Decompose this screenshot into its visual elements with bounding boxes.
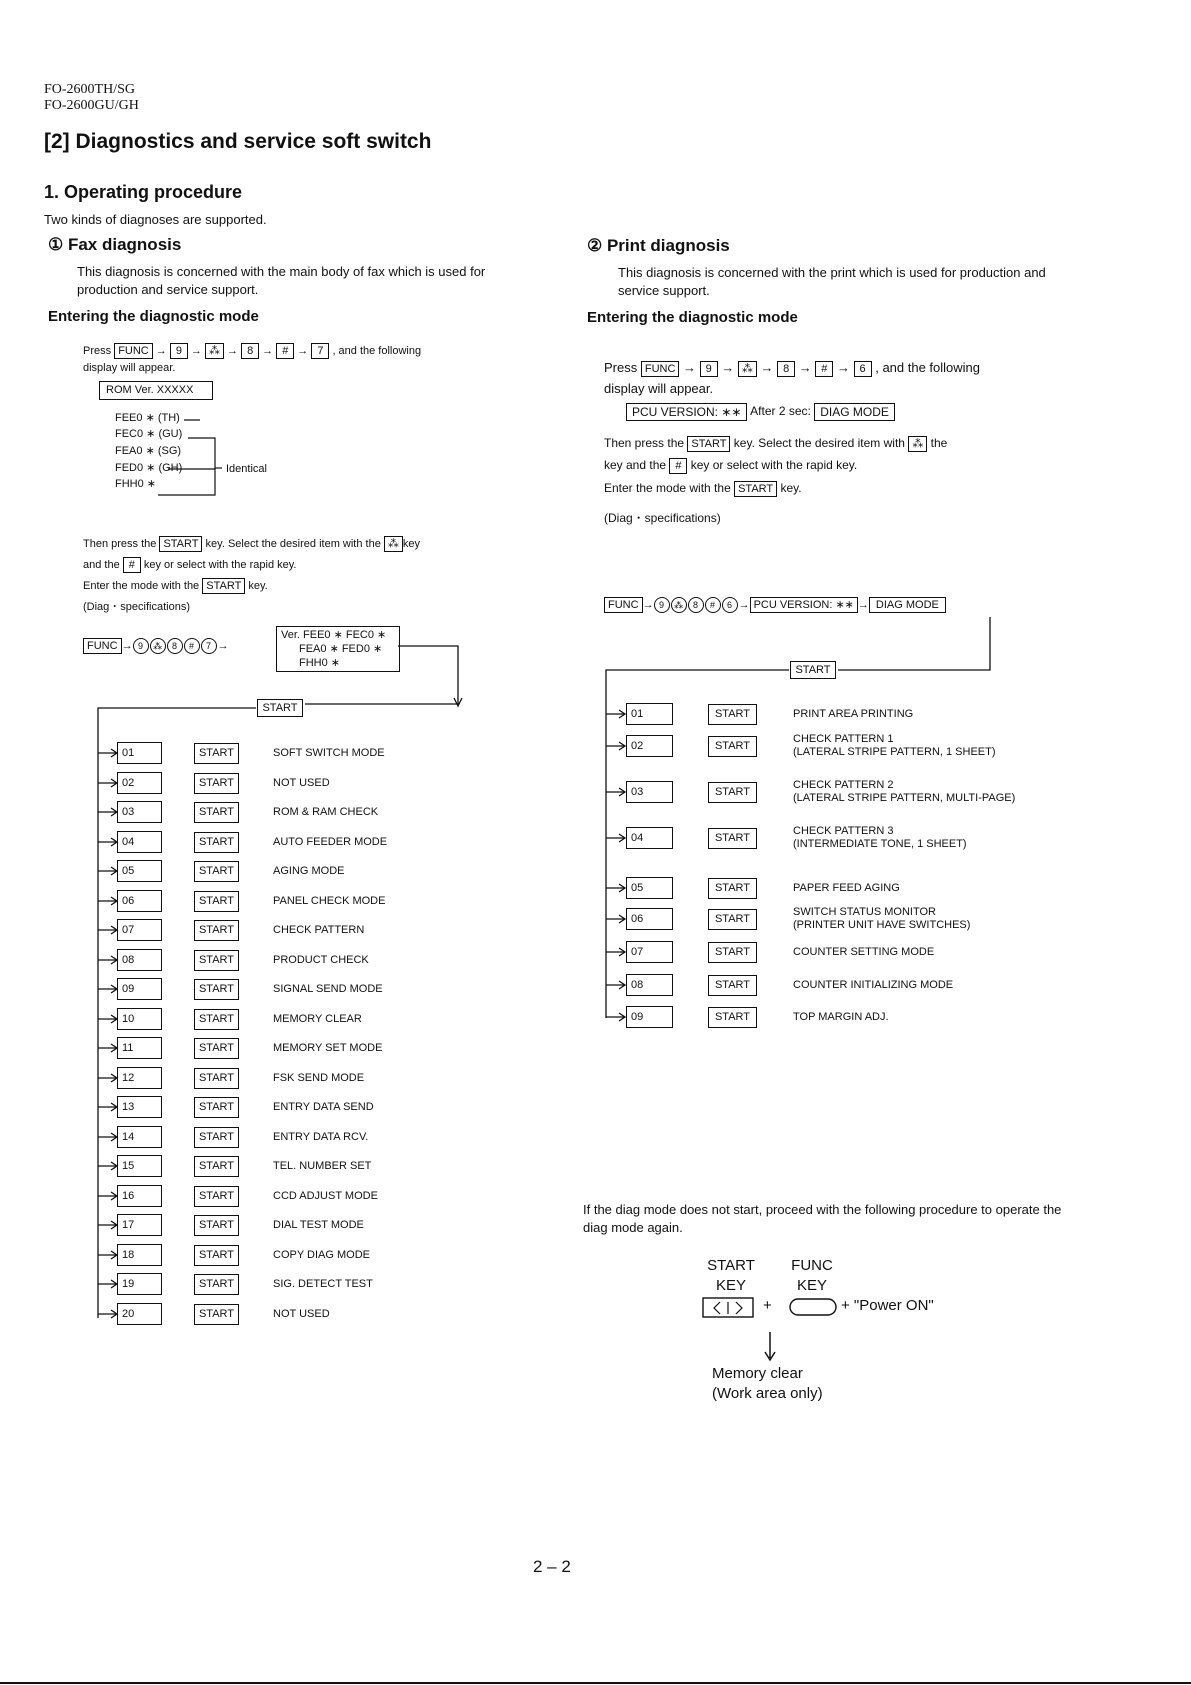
print-diagnosis-heading: ② Print diagnosis bbox=[587, 236, 730, 255]
item-start-box: START bbox=[194, 1215, 239, 1236]
item-number-box: 11 bbox=[117, 1037, 162, 1059]
power-on-text: + "Power ON" bbox=[841, 1297, 934, 1314]
subsection-title: 1. Operating procedure bbox=[44, 182, 243, 202]
item-label: SWITCH STATUS MONITOR bbox=[793, 906, 936, 918]
and-the-text: and the bbox=[83, 558, 120, 571]
branch-arrow bbox=[0, 890, 1, 891]
key-8: 8 bbox=[241, 343, 259, 359]
item-number-box: 05 bbox=[117, 860, 162, 882]
item-number-box: 17 bbox=[117, 1214, 162, 1236]
key-dot-text: key. bbox=[248, 579, 268, 592]
memory-clear-text: Memory clear bbox=[712, 1365, 803, 1382]
fax-item-row bbox=[0, 1185, 378, 1202]
item-start-box: START bbox=[194, 1304, 239, 1325]
fax-item-row bbox=[0, 860, 345, 877]
branch-arrow bbox=[0, 1244, 1, 1245]
branch-arrow bbox=[0, 919, 1, 920]
fax-and-the-line bbox=[83, 557, 296, 573]
key-6: 6 bbox=[854, 361, 872, 377]
fax-enter-mode-line bbox=[83, 578, 268, 594]
item-start-box: START bbox=[708, 975, 757, 996]
print-diag-spec: (Diag・specifications) bbox=[604, 511, 721, 525]
hash-key: # bbox=[669, 458, 687, 474]
item-label: NOT USED bbox=[273, 1307, 330, 1320]
identical-label: Identical bbox=[226, 463, 267, 475]
hash-key: # bbox=[276, 343, 294, 359]
item-label: CHECK PATTERN 1 bbox=[793, 733, 894, 745]
footer-rule bbox=[0, 1682, 1191, 1684]
fax-item-row bbox=[0, 772, 330, 789]
item-number-box: 14 bbox=[117, 1126, 162, 1148]
then-press-text: Then press the bbox=[83, 537, 157, 550]
star-key: ⁂ bbox=[384, 536, 403, 552]
branch-arrow bbox=[0, 1096, 1, 1097]
item-start-box: START bbox=[194, 1274, 239, 1295]
version-th: FEE0 ∗ (TH) bbox=[115, 412, 180, 424]
branch-arrow bbox=[0, 1008, 1, 1009]
item-label: AGING MODE bbox=[273, 865, 345, 877]
rom-version-box: ROM Ver. XXXXX bbox=[99, 381, 213, 400]
item-start-box: START bbox=[708, 828, 757, 849]
func-key: FUNC bbox=[83, 638, 122, 654]
func-key: FUNC bbox=[604, 597, 643, 613]
fax-item-row bbox=[0, 1155, 372, 1172]
fax-item-row bbox=[0, 978, 383, 995]
branch-arrow bbox=[0, 1185, 1, 1186]
item-label: COUNTER SETTING MODE bbox=[793, 946, 935, 958]
item-label: TEL. NUMBER SET bbox=[273, 1160, 372, 1172]
item-label: SOFT SWITCH MODE bbox=[273, 747, 385, 759]
branch-arrow bbox=[0, 1126, 1, 1127]
item-start-box: START bbox=[194, 832, 239, 853]
item-start-box: START bbox=[194, 891, 239, 912]
circle-9: 9 bbox=[654, 597, 670, 613]
start-key-label: START KEY bbox=[707, 1257, 755, 1294]
ver-box-line-2: FEA0 ∗ FED0 ∗ bbox=[299, 643, 383, 655]
start-key: START bbox=[202, 578, 245, 594]
item-label: CHECK PATTERN 2 bbox=[793, 779, 894, 791]
item-start-box: START bbox=[194, 1156, 239, 1177]
branch-arrow bbox=[0, 860, 1, 861]
item-label: ROM & RAM CHECK bbox=[273, 806, 379, 818]
item-start-box: START bbox=[194, 1186, 239, 1207]
branch-arrow bbox=[0, 703, 1, 704]
after-2-sec: After 2 sec: bbox=[750, 404, 811, 419]
print-description: This diagnosis is concerned with the print which is used for production and service support. bbox=[618, 265, 1046, 298]
circle-star: ⁂ bbox=[150, 638, 166, 654]
print-flow-start-box: START bbox=[790, 661, 836, 679]
press-label: Press bbox=[604, 360, 638, 375]
branch-arrow bbox=[0, 1155, 1, 1156]
circle-9: 9 bbox=[133, 638, 149, 654]
item-label: DIAL TEST MODE bbox=[273, 1219, 364, 1231]
func-key-icon bbox=[790, 1299, 836, 1315]
item-number-box: 06 bbox=[626, 908, 673, 930]
item-number-box: 06 bbox=[117, 890, 162, 912]
fax-item-row bbox=[0, 1126, 369, 1143]
item-label: PRODUCT CHECK bbox=[273, 953, 369, 966]
star-key: ⁂ bbox=[738, 361, 757, 377]
print-then-press-line bbox=[604, 436, 947, 452]
item-start-box: START bbox=[708, 782, 757, 803]
fax-item-row bbox=[0, 1244, 370, 1261]
fax-flow-start-box: START bbox=[257, 699, 303, 717]
fax-then-press-line bbox=[83, 536, 420, 552]
item-number-box: 03 bbox=[117, 801, 162, 823]
branch-arrow bbox=[0, 1067, 1, 1068]
display-will-appear: display will appear. bbox=[83, 362, 176, 374]
item-label: ENTRY DATA SEND bbox=[273, 1101, 374, 1113]
item-start-box: START bbox=[194, 802, 239, 823]
circle-8: 8 bbox=[688, 597, 704, 613]
item-label: SIGNAL SEND MODE bbox=[273, 983, 383, 995]
fax-item-row bbox=[0, 1096, 374, 1113]
item-label: AUTO FEEDER MODE bbox=[273, 835, 388, 848]
diag-mode-box: DIAG MODE bbox=[814, 403, 895, 421]
branch-arrow bbox=[0, 781, 1, 782]
print-item-row bbox=[0, 703, 914, 720]
diag-mode-box: DIAG MODE bbox=[869, 597, 946, 613]
key-word: key bbox=[402, 537, 421, 550]
star-key: ⁂ bbox=[205, 343, 224, 359]
item-number-box: 07 bbox=[626, 941, 673, 963]
circle-hash: # bbox=[184, 638, 200, 654]
press-suffix: , and the following bbox=[332, 344, 422, 357]
item-number-box: 04 bbox=[626, 827, 673, 849]
fax-item-row bbox=[0, 1037, 383, 1054]
page-number: 2 – 2 bbox=[533, 1557, 571, 1576]
item-start-box: START bbox=[194, 1245, 239, 1266]
branch-arrow bbox=[0, 908, 1, 909]
fax-item-row bbox=[0, 1273, 373, 1290]
item-number-box: 20 bbox=[117, 1303, 162, 1325]
print-key-and-line bbox=[604, 458, 857, 474]
item-start-box: START bbox=[708, 878, 757, 899]
item-number-box: 19 bbox=[117, 1273, 162, 1295]
section-title: [2] Diagnostics and service soft switch bbox=[44, 130, 432, 153]
item-start-box: START bbox=[194, 950, 239, 971]
branch-arrow bbox=[0, 735, 1, 736]
enter-mode-text: Enter the mode with the bbox=[604, 481, 731, 496]
item-sublabel: (INTERMEDIATE TONE, 1 SHEET) bbox=[793, 838, 967, 850]
item-start-box: START bbox=[708, 909, 757, 930]
key-9: 9 bbox=[170, 343, 188, 359]
fax-item-row bbox=[0, 1214, 364, 1231]
version-gu: FEC0 ∗ (GU) bbox=[115, 428, 183, 440]
select-text: key. Select the desired item with bbox=[733, 436, 905, 451]
item-label: SIG. DETECT TEST bbox=[273, 1278, 373, 1290]
item-number-box: 09 bbox=[626, 1006, 673, 1028]
item-label: MEMORY CLEAR bbox=[273, 1012, 362, 1025]
branch-arrow bbox=[0, 742, 1, 743]
print-enter-mode-line bbox=[604, 481, 802, 497]
fax-version-box bbox=[276, 626, 400, 672]
start-key: START bbox=[687, 436, 730, 452]
model-number-2: FO-2600GU/GH bbox=[44, 98, 139, 113]
circle-8: 8 bbox=[167, 638, 183, 654]
item-start-box: START bbox=[194, 1127, 239, 1148]
fax-item-row bbox=[0, 919, 365, 936]
func-key: FUNC bbox=[641, 361, 680, 377]
fax-entering-heading: Entering the diagnostic mode bbox=[48, 308, 259, 325]
then-press-text: Then press the bbox=[604, 436, 685, 451]
key-and-the-text: key and the bbox=[604, 458, 667, 473]
branch-arrow bbox=[0, 1303, 1, 1304]
branch-arrow bbox=[0, 831, 1, 832]
item-label: PRINT AREA PRINTING bbox=[793, 708, 914, 720]
item-number-box: 13 bbox=[117, 1096, 162, 1118]
branch-arrow bbox=[0, 1037, 1, 1038]
item-number-box: 01 bbox=[626, 703, 673, 725]
item-number-box: 18 bbox=[117, 1244, 162, 1266]
recovery-text: If the diag mode does not start, proceed with the following procedure to operate the diag mode again. bbox=[583, 1202, 1062, 1235]
fax-item-row bbox=[0, 949, 369, 966]
key-dot-text: key. bbox=[780, 481, 802, 496]
fax-press-line: Press FUNC → 9 → ⁂ → 8 → # → 7 , and the following bbox=[83, 344, 422, 357]
fax-item-row bbox=[0, 890, 386, 907]
print-entering-heading: Entering the diagnostic mode bbox=[587, 309, 798, 326]
item-number-box: 02 bbox=[626, 735, 673, 757]
item-number-box: 15 bbox=[117, 1155, 162, 1177]
item-start-box: START bbox=[194, 743, 239, 764]
item-start-box: START bbox=[194, 1097, 239, 1118]
print-display-boxes bbox=[626, 403, 895, 421]
print-flow-keys: FUNC → 9 ⁂ 8 # 6 → PCU VERSION: ∗∗ → DIAG MODE bbox=[604, 597, 946, 613]
item-start-box: START bbox=[194, 920, 239, 941]
ver-box-line-3: FHH0 ∗ bbox=[299, 657, 340, 669]
fax-item-row bbox=[0, 1008, 362, 1025]
branch-arrow bbox=[0, 772, 1, 773]
or-select-text: key or select with the rapid key. bbox=[143, 558, 297, 571]
item-sublabel: (PRINTER UNIT HAVE SWITCHES) bbox=[793, 919, 971, 931]
item-number-box: 03 bbox=[626, 781, 673, 803]
item-start-box: START bbox=[194, 1068, 239, 1089]
item-label: TOP MARGIN ADJ. bbox=[793, 1011, 889, 1023]
item-start-box: START bbox=[194, 979, 239, 1000]
item-label: COPY DIAG MODE bbox=[273, 1248, 370, 1261]
select-text: key. Select the desired item with the bbox=[205, 537, 381, 550]
the-word: the bbox=[930, 436, 948, 451]
key-9: 9 bbox=[700, 361, 718, 377]
item-start-box: START bbox=[194, 1009, 239, 1030]
func-key-label: FUNC KEY bbox=[791, 1257, 833, 1294]
item-start-box: START bbox=[194, 861, 239, 882]
version-sg: FEA0 ∗ (SG) bbox=[115, 445, 182, 457]
fax-item-row bbox=[0, 742, 385, 759]
branch-arrow bbox=[0, 801, 1, 802]
item-number-box: 16 bbox=[117, 1185, 162, 1207]
enter-mode-text: Enter the mode with the bbox=[83, 579, 200, 592]
item-start-box: START bbox=[194, 1038, 239, 1059]
or-select-text: key or select with the rapid key. bbox=[690, 458, 858, 473]
branch-arrow bbox=[0, 1273, 1, 1274]
item-number-box: 07 bbox=[117, 919, 162, 941]
print-item-row bbox=[0, 877, 900, 894]
pcu-version-box: PCU VERSION: ∗∗ bbox=[626, 403, 747, 421]
fax-item-row bbox=[0, 801, 379, 818]
item-number-box: 04 bbox=[117, 831, 162, 853]
item-number-box: 10 bbox=[117, 1008, 162, 1030]
version-gh: FED0 ∗ (GH) bbox=[115, 462, 183, 474]
branch-arrow bbox=[0, 827, 1, 828]
branch-arrow bbox=[0, 1214, 1, 1215]
pcu-version-box: PCU VERSION: ∗∗ bbox=[750, 597, 858, 613]
item-start-box: START bbox=[708, 942, 757, 963]
item-start-box: START bbox=[708, 736, 757, 757]
down-arrow bbox=[765, 1332, 775, 1360]
circle-7: 7 bbox=[201, 638, 217, 654]
func-key: FUNC bbox=[114, 343, 153, 359]
item-label: CHECK PATTERN bbox=[273, 924, 365, 936]
fax-description: This diagnosis is concerned with the main body of fax which is used for production and service support. bbox=[77, 264, 486, 297]
branch-arrow bbox=[0, 978, 1, 979]
item-start-box: START bbox=[708, 1007, 757, 1028]
fax-item-row bbox=[0, 1067, 365, 1084]
intro-text: Two kinds of diagnoses are supported. bbox=[44, 212, 267, 227]
plus-sign: + bbox=[763, 1297, 772, 1314]
item-sublabel: (LATERAL STRIPE PATTERN, 1 SHEET) bbox=[793, 746, 996, 758]
item-label: FSK SEND MODE bbox=[273, 1071, 365, 1084]
work-area-text: (Work area only) bbox=[712, 1385, 823, 1402]
item-label: PANEL CHECK MODE bbox=[273, 894, 386, 907]
item-label: NOT USED bbox=[273, 776, 330, 789]
fax-flow-keys: FUNC → 9 ⁂ 8 # 7 → bbox=[83, 638, 229, 654]
branch-arrow bbox=[0, 949, 1, 950]
start-key: START bbox=[734, 481, 777, 497]
item-number-box: 12 bbox=[117, 1067, 162, 1089]
start-key: START bbox=[159, 536, 202, 552]
item-number-box: 08 bbox=[626, 974, 673, 996]
fax-item-row bbox=[0, 831, 388, 848]
print-display-will-appear: display will appear. bbox=[604, 381, 714, 396]
print-press-line: Press FUNC → 9 → ⁂ → 8 → # → 6 , and the following bbox=[604, 360, 981, 375]
branch-arrow bbox=[0, 974, 1, 975]
version-fhh: FHH0 ∗ bbox=[115, 478, 156, 490]
fax-diagnosis-heading: ① Fax diagnosis bbox=[48, 235, 182, 254]
fax-diag-spec: (Diag・specifications) bbox=[83, 601, 190, 613]
circle-6: 6 bbox=[722, 597, 738, 613]
item-label: ENTRY DATA RCV. bbox=[273, 1130, 369, 1143]
item-start-box: START bbox=[708, 704, 757, 725]
item-number-box: 05 bbox=[626, 877, 673, 899]
circle-star: ⁂ bbox=[671, 597, 687, 613]
item-number-box: 08 bbox=[117, 949, 162, 971]
key-7: 7 bbox=[311, 343, 329, 359]
branch-arrow bbox=[0, 877, 1, 878]
key-8: 8 bbox=[777, 361, 795, 377]
hash-key: # bbox=[123, 557, 141, 573]
circle-hash: # bbox=[705, 597, 721, 613]
press-label: Press bbox=[83, 344, 112, 357]
star-key: ⁂ bbox=[908, 436, 927, 452]
item-label: CHECK PATTERN 3 bbox=[793, 825, 894, 837]
item-number-box: 02 bbox=[117, 772, 162, 794]
item-label: COUNTER INITIALIZING MODE bbox=[793, 979, 954, 991]
item-label: CCD ADJUST MODE bbox=[273, 1189, 378, 1202]
print-item-row bbox=[0, 941, 935, 958]
ver-box-line-1: Ver. FEE0 ∗ FEC0 ∗ bbox=[281, 629, 387, 641]
item-number-box: 09 bbox=[117, 978, 162, 1000]
hash-key: # bbox=[815, 361, 833, 377]
item-number-box: 01 bbox=[117, 742, 162, 764]
branch-arrow bbox=[0, 941, 1, 942]
item-label: PAPER FEED AGING bbox=[793, 882, 900, 894]
item-sublabel: (LATERAL STRIPE PATTERN, MULTI-PAGE) bbox=[793, 792, 1016, 804]
fax-item-row bbox=[0, 1303, 330, 1320]
model-number-1: FO-2600TH/SG bbox=[44, 82, 136, 97]
branch-arrow bbox=[0, 1006, 1, 1007]
press-suffix: , and the following bbox=[875, 360, 981, 375]
recovery-keys bbox=[0, 0, 1, 1]
item-start-box: START bbox=[194, 773, 239, 794]
item-label: MEMORY SET MODE bbox=[273, 1042, 383, 1054]
